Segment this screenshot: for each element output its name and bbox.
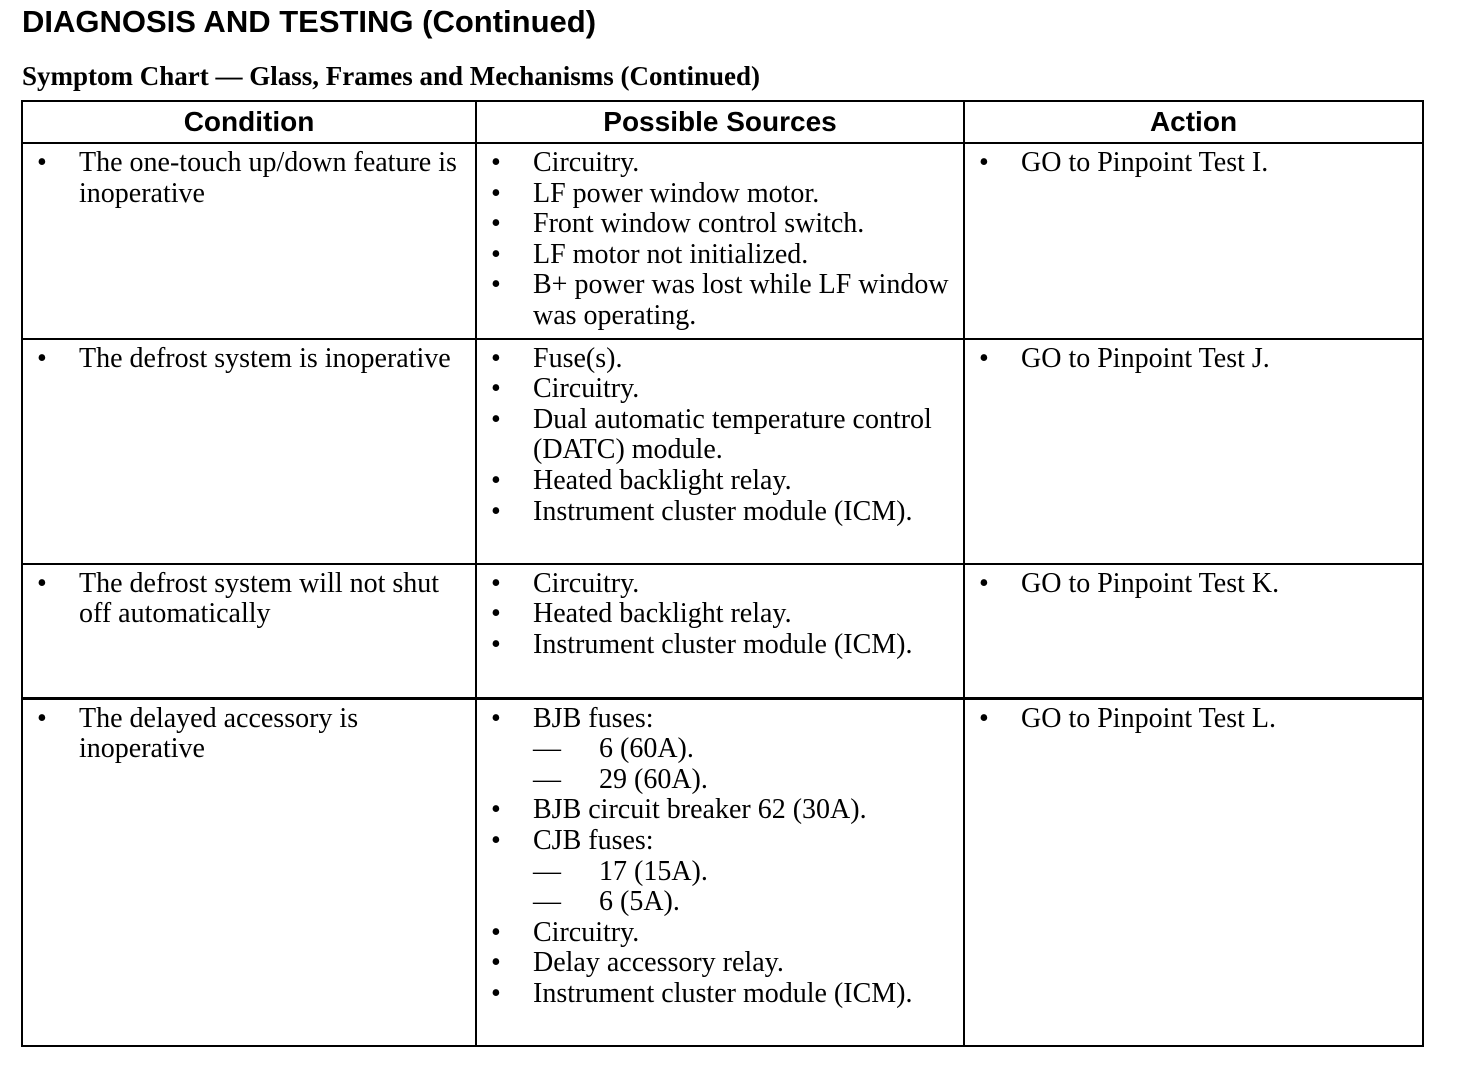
list-item [477, 630, 963, 661]
list-item [477, 918, 963, 949]
bullet: • [491, 342, 501, 374]
source-text: Front window control switch. [533, 208, 865, 240]
source-text: Circuitry. [533, 916, 640, 948]
source-text: B+ power was lost while LF window was operating. [533, 269, 949, 331]
list-item [477, 979, 963, 1010]
sub-list [533, 857, 957, 918]
bullet: • [979, 342, 989, 374]
bullet: • [491, 947, 501, 979]
header-action: Action [964, 101, 1423, 143]
condition-cell [22, 143, 476, 339]
source-text: BJB fuses: [533, 702, 654, 734]
table-row [22, 698, 1423, 1046]
list-item [477, 240, 963, 271]
bullet: • [491, 794, 501, 826]
list-item [477, 795, 963, 826]
source-text: LF power window motor. [533, 177, 820, 209]
action-cell [964, 698, 1423, 1046]
bullet: • [491, 147, 501, 178]
bullet: • [491, 916, 501, 948]
source-text: Circuitry. [533, 373, 640, 405]
sub-source-text: 6 (60A). [599, 733, 694, 765]
dash: — [533, 886, 561, 918]
bullet: • [491, 702, 501, 734]
bullet: • [37, 147, 47, 178]
sub-list-item [533, 887, 957, 918]
list-item [477, 179, 963, 210]
sub-list-item [533, 857, 957, 888]
action-cell [964, 143, 1423, 339]
list-item [477, 497, 963, 528]
sub-source-text: 29 (60A). [599, 763, 708, 795]
sub-source-text: 6 (5A). [599, 886, 680, 918]
page-heading: DIAGNOSIS AND TESTING (Continued) [22, 4, 597, 39]
sources-cell [476, 564, 964, 699]
source-text: CJB fuses: [533, 824, 654, 856]
source-text: Delay accessory relay. [533, 947, 784, 979]
bullet: • [491, 403, 501, 435]
list-item [23, 569, 475, 630]
list-item [477, 948, 963, 979]
condition-text: The defrost system is inoperative [79, 342, 451, 374]
condition-cell [22, 564, 476, 699]
bullet: • [491, 464, 501, 496]
bullet: • [491, 238, 501, 270]
bullet: • [491, 269, 501, 301]
sub-list-item [533, 765, 957, 796]
action-text: GO to Pinpoint Test J. [1021, 342, 1270, 374]
sources-cell [476, 698, 964, 1046]
dash: — [533, 855, 561, 887]
list-item [477, 374, 963, 405]
bullet: • [491, 208, 501, 240]
bullet: • [491, 567, 501, 599]
bullet: • [491, 598, 501, 630]
list-item [477, 148, 963, 179]
bullet: • [37, 702, 47, 734]
list-item [477, 344, 963, 375]
sources-cell [476, 143, 964, 339]
header-possible-sources: Possible Sources [476, 101, 964, 143]
bullet: • [491, 373, 501, 405]
bullet: • [979, 567, 989, 599]
sub-source-text: 17 (15A). [599, 855, 708, 887]
source-text: Circuitry. [533, 147, 640, 178]
list-item [23, 344, 475, 375]
bullet: • [37, 342, 47, 374]
header-condition: Condition [22, 101, 476, 143]
action-text: GO to Pinpoint Test L. [1021, 702, 1276, 734]
bullet: • [491, 824, 501, 856]
source-text: Heated backlight relay. [533, 464, 792, 496]
list-item [477, 405, 963, 466]
table-row [22, 143, 1423, 339]
action-cell [964, 564, 1423, 699]
list-item [477, 599, 963, 630]
source-text: Dual automatic temperature control (DATC) module. [533, 403, 932, 466]
table-row [22, 564, 1423, 699]
dash: — [533, 763, 561, 795]
list-item [965, 704, 1422, 735]
sub-list [533, 734, 957, 795]
source-text: Instrument cluster module (ICM). [533, 628, 913, 660]
list-item [965, 148, 1422, 179]
list-item [965, 344, 1422, 375]
condition-cell [22, 339, 476, 564]
list-item [965, 569, 1422, 600]
source-text: Fuse(s). [533, 342, 623, 374]
list-item [477, 704, 963, 796]
bullet: • [979, 147, 989, 178]
chart-title: Symptom Chart — Glass, Frames and Mechanisms (Continued) [22, 61, 761, 91]
bullet: • [491, 495, 501, 527]
symptom-chart-table [21, 100, 1424, 1047]
action-text: GO to Pinpoint Test K. [1021, 567, 1280, 599]
source-text: Instrument cluster module (ICM). [533, 495, 913, 527]
bullet: • [491, 628, 501, 660]
source-text: Circuitry. [533, 567, 640, 599]
bullet: • [979, 702, 989, 734]
list-item [477, 209, 963, 240]
list-item [477, 466, 963, 497]
sources-cell [476, 339, 964, 564]
list-item [477, 270, 963, 331]
bullet: • [491, 977, 501, 1009]
dash: — [533, 733, 561, 765]
list-item [477, 569, 963, 600]
action-text: GO to Pinpoint Test I. [1021, 147, 1269, 178]
bullet: • [491, 177, 501, 209]
bullet: • [37, 567, 47, 599]
condition-text: The one-touch up/down feature is inoperative [79, 147, 457, 209]
condition-text: The delayed accessory is inoperative [79, 702, 359, 765]
source-text: LF motor not initialized. [533, 238, 809, 270]
action-cell [964, 339, 1423, 564]
table-header-row [22, 101, 1423, 143]
list-item [477, 826, 963, 918]
list-item [23, 148, 475, 209]
condition-text: The defrost system will not shut off automatically [79, 567, 440, 630]
condition-cell [22, 698, 476, 1046]
sub-list-item [533, 734, 957, 765]
table-row [22, 339, 1423, 564]
source-text: Instrument cluster module (ICM). [533, 977, 913, 1009]
source-text: Heated backlight relay. [533, 598, 792, 630]
list-item [23, 704, 475, 765]
source-text: BJB circuit breaker 62 (30A). [533, 794, 867, 826]
